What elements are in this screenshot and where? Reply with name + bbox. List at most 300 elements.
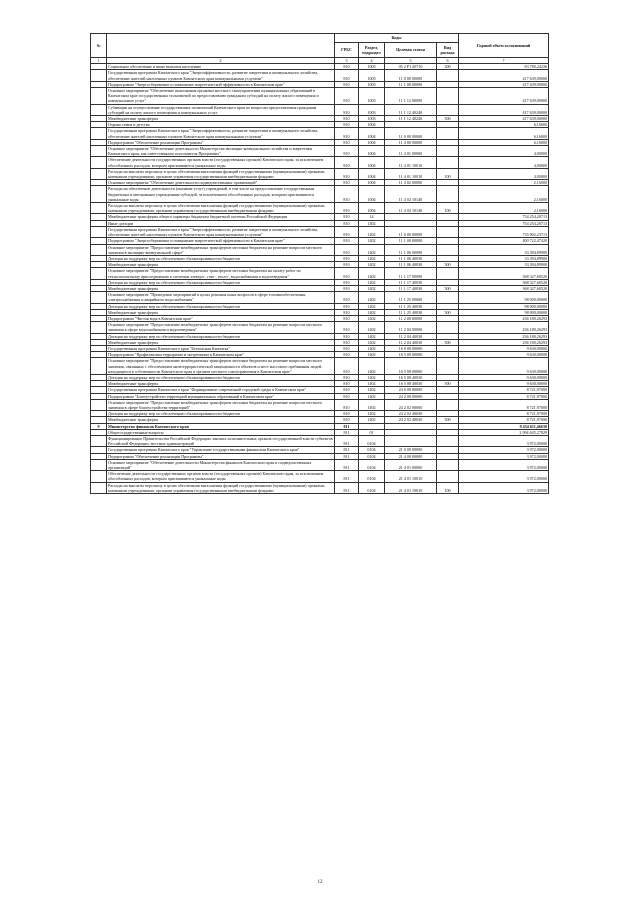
cell-num (91, 88, 107, 105)
cell-grbs: 811 (335, 482, 359, 493)
cell-grbs: 810 (335, 303, 359, 309)
column-index: 2 (107, 58, 335, 64)
table-body (91, 64, 549, 494)
cell-name: Общегосударственные вопросы (107, 429, 335, 435)
cell-name: Расходы на выплаты персоналу в целях обеспечения выполнения функций государственными (муниципальными) органами, казенными учреждениями, органами управления государственными внебюджетными фондами (107, 203, 335, 214)
cell-sum: 8 721,97000 (459, 411, 549, 417)
table-row (91, 157, 549, 168)
table-row (91, 322, 549, 333)
cell-num (91, 157, 107, 168)
cell-sum: 4,00000 (459, 146, 549, 157)
cell-rzpr: 1004 (359, 186, 385, 203)
cell-vr (437, 70, 459, 81)
cell-rzpr: 1402 (359, 292, 385, 303)
cell-sum: 2 994 645,27829 (459, 429, 549, 435)
cell-grbs: 811 (335, 447, 359, 453)
cell-name: Дотация на поддержку мер по обеспечению сбалансированности бюджетов (107, 333, 335, 339)
cell-sum: 368 327,60520 (459, 268, 549, 279)
cell-rzpr: 1402 (359, 309, 385, 315)
cell-grbs: 810 (335, 139, 359, 145)
cell-num (91, 471, 107, 482)
cell-name: Подпрограмма "Обеспечение реализации Программы" (107, 453, 335, 459)
cell-grbs: 810 (335, 220, 359, 226)
cell-name: Основное мероприятие "Обеспечение деятельности подведомственных организаций" (107, 180, 335, 186)
cell-rzpr: 14 (359, 214, 385, 220)
cell-rzpr: 1004 (359, 168, 385, 179)
cell-rzpr: 1402 (359, 279, 385, 285)
cell-cs: 21 4 01 10010 (385, 471, 437, 482)
cell-name: Подпрограмма "Обеспечение реализации Программы" (107, 139, 335, 145)
cell-cs: 16 5 08 40030 (385, 374, 437, 380)
cell-name: Дотация на поддержку мер по обеспечению сбалансированности бюджетов (107, 411, 335, 417)
cell-rzpr: 1004 (359, 128, 385, 139)
cell-grbs: 810 (335, 255, 359, 261)
table-row (91, 88, 549, 105)
cell-grbs: 810 (335, 285, 359, 291)
cell-sum: 417 639,00000 (459, 70, 549, 81)
cell-num (91, 459, 107, 470)
cell-grbs: 810 (335, 81, 359, 87)
cell-sum: 417 639,00000 (459, 104, 549, 115)
cell-cs: 21 4 01 00000 (385, 459, 437, 470)
cell-sum: 98 000,00000 (459, 292, 549, 303)
cell-sum: 4,00000 (459, 157, 549, 168)
column-index: 4 (359, 58, 385, 64)
cell-grbs: 811 (335, 459, 359, 470)
cell-grbs: 810 (335, 339, 359, 345)
cell-name: Основное мероприятие "Обеспечение деятельности Министерства жилищно-коммунального хозяйства и энергетики Камчатского края, как ответственного исполнителя Программы" (107, 146, 335, 157)
column-index: 7 (459, 58, 549, 64)
cell-sum: 368 327,60520 (459, 279, 549, 285)
cell-sum: 417 639,00000 (459, 81, 549, 87)
cell-grbs: 810 (335, 393, 359, 399)
cell-cs: 16 5 00 00000 (385, 352, 437, 358)
cell-cs: 11 4 02 10140 (385, 186, 437, 203)
cell-grbs: 810 (335, 322, 359, 333)
table-row (91, 128, 549, 139)
cell-sum: 3 972,00000 (459, 453, 549, 459)
cell-name: Дотация на поддержку мер по обеспечению сбалансированности бюджетов (107, 303, 335, 309)
cell-sum: 236 180,26293 (459, 315, 549, 321)
cell-grbs: 810 (335, 64, 359, 70)
cell-name: Охрана семьи и детства (107, 122, 335, 128)
cell-cs: 16 5 08 00000 (385, 358, 437, 375)
cell-vr: 300 (437, 64, 459, 70)
cell-cs: 11 0 00 00000 (385, 226, 437, 237)
cell-rzpr: 1402 (359, 262, 385, 268)
cell-sum: 417 639,00000 (459, 116, 549, 122)
cell-name: Обеспечение деятельности государственных органов власти (государственных органов) Камчатского края, за исключением обособленных расходов, которым присваиваются уникальные коды (107, 157, 335, 168)
cell-rzpr: 1402 (359, 345, 385, 351)
header-name (107, 34, 335, 58)
cell-sum: 8 721,97000 (459, 393, 549, 399)
cell-rzpr: 0104 (359, 471, 385, 482)
cell-rzpr: 0104 (359, 453, 385, 459)
cell-vr (437, 459, 459, 470)
table-row (91, 70, 549, 81)
cell-vr: 500 (437, 285, 459, 291)
cell-name: Расходы на обеспечение деятельности (оказание услуг) учреждений, в том числе на предоставление государственным бюджетным и автономным учреждениям субсидий, за исключением обособленных расходов, которым присваиваются уникальные коды (107, 186, 335, 203)
table-row (91, 399, 549, 410)
cell-grbs: 810 (335, 358, 359, 375)
cell-num (91, 104, 107, 115)
cell-num (91, 482, 107, 493)
cell-num (91, 268, 107, 279)
table-row (91, 358, 549, 375)
cell-cs: 11 4 02 10140 (385, 203, 437, 214)
cell-num (91, 168, 107, 179)
cell-name: Дотация на поддержку мер по обеспечению сбалансированности бюджетов (107, 374, 335, 380)
cell-rzpr: 1402 (359, 238, 385, 244)
table-row (91, 186, 549, 203)
cell-sum: 3 972,00000 (459, 447, 549, 453)
cell-rzpr: 1402 (359, 399, 385, 410)
cell-sum: 2,16000 (459, 186, 549, 203)
page-number: 12 (317, 880, 323, 885)
cell-sum: 3 972,00000 (459, 436, 549, 447)
cell-cs: 24 2 02 40030 (385, 411, 437, 417)
cell-sum: 236 180,26293 (459, 322, 549, 333)
cell-sum: 33 394,89900 (459, 244, 549, 255)
cell-grbs: 810 (335, 70, 359, 81)
cell-grbs: 810 (335, 88, 359, 105)
cell-cs: 11 2 00 00000 (385, 315, 437, 321)
cell-grbs: 810 (335, 309, 359, 315)
cell-cs: 11 2 04 40030 (385, 339, 437, 345)
cell-cs: 11 1 25 40030 (385, 309, 437, 315)
cell-cs: 21 4 00 00000 (385, 453, 437, 459)
cell-cs (385, 436, 437, 447)
cell-vr (437, 244, 459, 255)
column-index: 1 (91, 58, 107, 64)
cell-sum: 417 639,00000 (459, 88, 549, 105)
cell-cs: 11 1 06 40030 (385, 262, 437, 268)
cell-name: Подпрограмма "Энергосбережение и повышение энергетической эффективности в Камчатском крае" (107, 238, 335, 244)
table-row (91, 226, 549, 237)
cell-vr: 100 (437, 203, 459, 214)
cell-vr: 500 (437, 309, 459, 315)
cell-name: Государственная программа Камчатского края "Безопасная Камчатка" (107, 345, 335, 351)
cell-cs: 11 1 17 40030 (385, 285, 437, 291)
cell-name: Дотация на поддержку мер по обеспечению сбалансированности бюджетов (107, 255, 335, 261)
cell-cs: 11 4 02 00000 (385, 180, 437, 186)
cell-num (91, 244, 107, 255)
cell-vr (437, 471, 459, 482)
cell-grbs: 810 (335, 203, 359, 214)
cell-vr (437, 157, 459, 168)
cell-sum: 6,16000 (459, 122, 549, 128)
cell-sum: 98 000,00000 (459, 303, 549, 309)
cell-rzpr: 1402 (359, 226, 385, 237)
cell-rzpr: 1402 (359, 255, 385, 261)
cell-rzpr: 0104 (359, 436, 385, 447)
cell-vr: 500 (437, 381, 459, 387)
cell-name: Межбюджетные трансферты (107, 285, 335, 291)
table-row (91, 244, 549, 255)
cell-grbs: 810 (335, 157, 359, 168)
cell-grbs: 811 (335, 423, 359, 429)
cell-cs: 11 1 00 00000 (385, 81, 437, 87)
cell-cs: 05 2 Р1 20710 (385, 64, 437, 70)
cell-grbs: 810 (335, 345, 359, 351)
cell-name: Подпрограмма "Чистая вода в Камчатском крае" (107, 315, 335, 321)
cell-grbs: 810 (335, 279, 359, 285)
cell-vr (437, 322, 459, 333)
cell-num (91, 203, 107, 214)
cell-cs: 24 2 02 00000 (385, 399, 437, 410)
cell-num (91, 358, 107, 375)
cell-sum: 236 180,26293 (459, 339, 549, 345)
column-index: 6 (437, 58, 459, 64)
cell-num (91, 70, 107, 81)
cell-grbs: 810 (335, 381, 359, 387)
cell-cs: 24 2 02 40030 (385, 417, 437, 423)
cell-sum: 236 180,26293 (459, 333, 549, 339)
cell-vr (437, 128, 459, 139)
cell-rzpr: 0104 (359, 459, 385, 470)
column-index: 3 (335, 58, 359, 64)
cell-rzpr: 1402 (359, 268, 385, 279)
cell-sum: 2,16000 (459, 180, 549, 186)
cell-grbs: 810 (335, 226, 359, 237)
cell-name: Основное мероприятие "Предоставление межбюджетных трансфертов местным бюджетам на решение вопросов местного значения, связанных с обеспечением антитеррористической защищенности объектов и мест массового пребывания людей, находящихся в собственности Камчатского края и органов местного самоуправления в Камчатском крае" (107, 358, 335, 375)
cell-num (91, 186, 107, 203)
cell-rzpr: 1004 (359, 146, 385, 157)
table-row (91, 471, 549, 482)
column-index: 5 (385, 58, 437, 64)
cell-sum: 9 630,00000 (459, 345, 549, 351)
cell-sum: 83 780,24236 (459, 64, 549, 70)
cell-name: Расходы на выплаты персоналу в целях обеспечения выполнения функций государственными (муниципальными) органами, казенными учреждениями, органами управления государственными внебюджетными фондами (107, 482, 335, 493)
cell-cs: 11 0 00 00000 (385, 128, 437, 139)
cell-sum: 400 722,47420 (459, 238, 549, 244)
cell-sum: 9 630,00000 (459, 352, 549, 358)
cell-rzpr: 1402 (359, 244, 385, 255)
cell-vr (437, 104, 459, 115)
cell-rzpr: 1402 (359, 352, 385, 358)
cell-rzpr: 1402 (359, 417, 385, 423)
cell-name: Основное мероприятие "Обеспечение деятельности Министерства финансов Камчатского края и подведомственных организаций" (107, 459, 335, 470)
cell-cs: 11 4 01 10010 (385, 168, 437, 179)
cell-num (91, 128, 107, 139)
cell-sum: 8 721,97000 (459, 387, 549, 393)
cell-rzpr: 1004 (359, 157, 385, 168)
cell-num (91, 292, 107, 303)
header-vr: Вид расхода (437, 43, 459, 58)
cell-cs: 11 4 01 00000 (385, 146, 437, 157)
cell-cs: 11 1 17 40030 (385, 279, 437, 285)
cell-sum: 4,00000 (459, 168, 549, 179)
cell-grbs: 810 (335, 374, 359, 380)
table-row (91, 203, 549, 214)
cell-sum: 3 972,00000 (459, 471, 549, 482)
cell-cs: 24 0 00 00000 (385, 387, 437, 393)
cell-name: Подпрограмма "Благоустройство территорий муниципальных образований в Камчатском крае" (107, 393, 335, 399)
cell-sum: 368 327,60520 (459, 285, 549, 291)
cell-grbs: 811 (335, 436, 359, 447)
cell-cs: 11 1 25 40030 (385, 303, 437, 309)
cell-sum: 9 630,00000 (459, 358, 549, 375)
cell-grbs: 810 (335, 333, 359, 339)
cell-rzpr: 1003 (359, 70, 385, 81)
cell-rzpr: 1402 (359, 393, 385, 399)
cell-sum: 8 721,97000 (459, 417, 549, 423)
cell-grbs: 811 (335, 471, 359, 482)
cell-name: Субвенции на осуществление государственных полномочий Камчатского края по вопросам предоставления гражданам субсидий на оплату жилого помещения и коммунальных услуг (107, 104, 335, 115)
cell-rzpr: 0104 (359, 482, 385, 493)
cell-name: Государственная программа Камчатского края "Энергоэффективность, развитие энергетики и коммунального хозяйства, обеспечение жителей населенных пунктов Камчатского края коммунальными услугами" (107, 70, 335, 81)
cell-vr (437, 186, 459, 203)
cell-sum: 3 972,00000 (459, 459, 549, 470)
cell-vr (437, 436, 459, 447)
cell-name: Основное мероприятие "Обеспечение выполнения органами местного самоуправления муниципальных образований в Камчатском крае государственных полномочий по предоставлению гражданам субсидий на оплату жилого помещения и коммунальных услуг" (107, 88, 335, 105)
cell-name: Министерство финансов Камчатского края (107, 423, 335, 429)
cell-cs: 11 0 00 00000 (385, 70, 437, 81)
cell-grbs: 810 (335, 399, 359, 410)
header-codes: Коды (335, 34, 459, 43)
header-grbs: ГРБС (335, 43, 359, 58)
cell-rzpr: 1004 (359, 122, 385, 128)
cell-grbs: 810 (335, 128, 359, 139)
cell-rzpr: 1402 (359, 303, 385, 309)
cell-name: Иные дотации (107, 220, 335, 226)
cell-cs: 16 5 08 40030 (385, 381, 437, 387)
cell-grbs: 810 (335, 116, 359, 122)
table-row (91, 168, 549, 179)
cell-sum: 6,16000 (459, 139, 549, 145)
cell-vr (437, 88, 459, 105)
cell-grbs: 810 (335, 238, 359, 244)
cell-rzpr: 1003 (359, 81, 385, 87)
cell-rzpr: 1004 (359, 180, 385, 186)
cell-name: Государственная программа Камчатского края "Управление государственными финансами Камчатского края" (107, 447, 335, 453)
cell-rzpr: 1402 (359, 358, 385, 375)
cell-cs: 11 1 25 00000 (385, 292, 437, 303)
cell-name: Подпрограмма "Профилактика терроризма и экстремизма в Камчатском крае" (107, 352, 335, 358)
cell-grbs: 810 (335, 104, 359, 115)
cell-grbs: 810 (335, 315, 359, 321)
budget-table (90, 33, 549, 494)
cell-name: Межбюджетные трансферты общего характера бюджетам бюджетной системы Российской Федерации (107, 214, 335, 220)
cell-num (91, 436, 107, 447)
cell-num (91, 322, 107, 333)
cell-vr (437, 146, 459, 157)
cell-rzpr: 1402 (359, 285, 385, 291)
cell-sum: 33 394,89900 (459, 262, 549, 268)
cell-name: Межбюджетные трансферты (107, 262, 335, 268)
cell-name: Основное мероприятие "Предоставление межбюджетных трансфертов местным бюджетам на оплату работ по технологическому присоединению к системам электро-, газо-, тепло-, водоснабжения и водоотведения" (107, 268, 335, 279)
table-row (91, 459, 549, 470)
cell-name: Межбюджетные трансферты (107, 339, 335, 345)
cell-cs: 11 2 04 00000 (385, 322, 437, 333)
cell-vr: 500 (437, 417, 459, 423)
cell-rzpr: 1004 (359, 139, 385, 145)
cell-cs: 11 1 12 40240 (385, 116, 437, 122)
cell-name: Государственная программа Камчатского края "Энергоэффективность, развитие энергетики и коммунального хозяйства, обеспечение жителей населенных пунктов Камчатского края коммунальными услугами" (107, 128, 335, 139)
cell-name: Основное мероприятие "Предоставление межбюджетных трансфертов местным бюджетам на решение вопросов местного значения в сфере водоснабжения и водоотведения" (107, 322, 335, 333)
cell-name: Межбюджетные трансферты (107, 381, 335, 387)
table-row (91, 104, 549, 115)
cell-cs: 24 2 00 00000 (385, 393, 437, 399)
cell-name: Государственная программа Камчатского края "Энергоэффективность, развитие энергетики и коммунального хозяйства, обеспечение жителей населенных пунктов Камчатского края коммунальными услугами" (107, 226, 335, 237)
cell-sum: 754 254,20713 (459, 220, 549, 226)
cell-sum: 9 454 611,46638 (459, 423, 549, 429)
cell-cs: 11 1 12 40240 (385, 104, 437, 115)
cell-rzpr: 1402 (359, 374, 385, 380)
cell-vr (437, 358, 459, 375)
cell-sum: 8 721,97000 (459, 399, 549, 410)
cell-rzpr: 0104 (359, 447, 385, 453)
cell-num: 9 (91, 423, 107, 429)
cell-sum: 9 630,00000 (459, 374, 549, 380)
cell-sum: 3 972,00000 (459, 482, 549, 493)
cell-name: Основное мероприятие "Предоставление межбюджетных трансфертов местным бюджетам на решение вопросов местного значения в сфере благоустройства территорий" (107, 399, 335, 410)
cell-vr (437, 226, 459, 237)
cell-grbs: 810 (335, 214, 359, 220)
cell-name: Функционирование Правительства Российской Федерации, высших исполнительных органов государственной власти субъектов Российской Федерации, местных администраций (108, 436, 333, 447)
header-cs: Целевая статья (385, 43, 437, 58)
cell-name: Основное мероприятие "Проведение мероприятий в целях решения иных вопросов в сфере топливообеспечения, электроснабжения и аварийного водоснабжения" (107, 292, 335, 303)
cell-grbs: 811 (335, 429, 359, 435)
cell-rzpr: 1402 (359, 333, 385, 339)
cell-num (91, 146, 107, 157)
cell-sum: 754 254,20713 (459, 214, 549, 220)
cell-cs: 16 0 00 00000 (385, 345, 437, 351)
cell-vr (437, 399, 459, 410)
cell-name: Социальное обеспечение и иные выплаты населению (107, 64, 335, 70)
cell-grbs: 810 (335, 417, 359, 423)
cell-vr (437, 292, 459, 303)
cell-vr: 500 (437, 116, 459, 122)
cell-rzpr: 01 (359, 429, 385, 435)
cell-cs: 11 4 00 00000 (385, 139, 437, 145)
cell-sum: 2,16000 (459, 203, 549, 214)
cell-vr (437, 268, 459, 279)
cell-rzpr: 1402 (359, 387, 385, 393)
cell-rzpr: 1402 (359, 322, 385, 333)
cell-grbs: 810 (335, 122, 359, 128)
cell-grbs: 810 (335, 146, 359, 157)
cell-grbs: 810 (335, 180, 359, 186)
cell-name: Основное мероприятие "Предоставление межбюджетных трансфертов местным бюджетам на решение вопросов местного значения в жилищно-коммунальной сфере" (107, 244, 335, 255)
cell-cs: 11 1 00 00000 (385, 238, 437, 244)
cell-grbs: 811 (335, 453, 359, 459)
cell-rzpr: 1402 (359, 339, 385, 345)
cell-rzpr: 1402 (359, 381, 385, 387)
cell-grbs: 810 (335, 186, 359, 203)
cell-sum: 9 630,00000 (459, 381, 549, 387)
table-row (91, 436, 549, 447)
cell-grbs: 810 (335, 262, 359, 268)
cell-cs: 11 1 06 00000 (385, 244, 437, 255)
table-row (91, 292, 549, 303)
cell-grbs: 810 (335, 352, 359, 358)
cell-name: Межбюджетные трансферты (107, 116, 335, 122)
table-row (91, 268, 549, 279)
cell-rzpr: 1003 (359, 64, 385, 70)
cell-cs: 21 0 00 00000 (385, 447, 437, 453)
cell-rzpr: 1003 (359, 116, 385, 122)
header-rzpr: Раздел, подраздел (359, 43, 385, 58)
cell-cs: 11 4 01 10010 (385, 157, 437, 168)
cell-name: Межбюджетные трансферты (107, 417, 335, 423)
table-row (91, 482, 549, 493)
budget-sheet (90, 33, 548, 494)
cell-name: Межбюджетные трансферты (107, 309, 335, 315)
cell-grbs: 810 (335, 292, 359, 303)
cell-rzpr: 1402 (359, 411, 385, 417)
cell-cs: 21 4 01 10010 (385, 482, 437, 493)
